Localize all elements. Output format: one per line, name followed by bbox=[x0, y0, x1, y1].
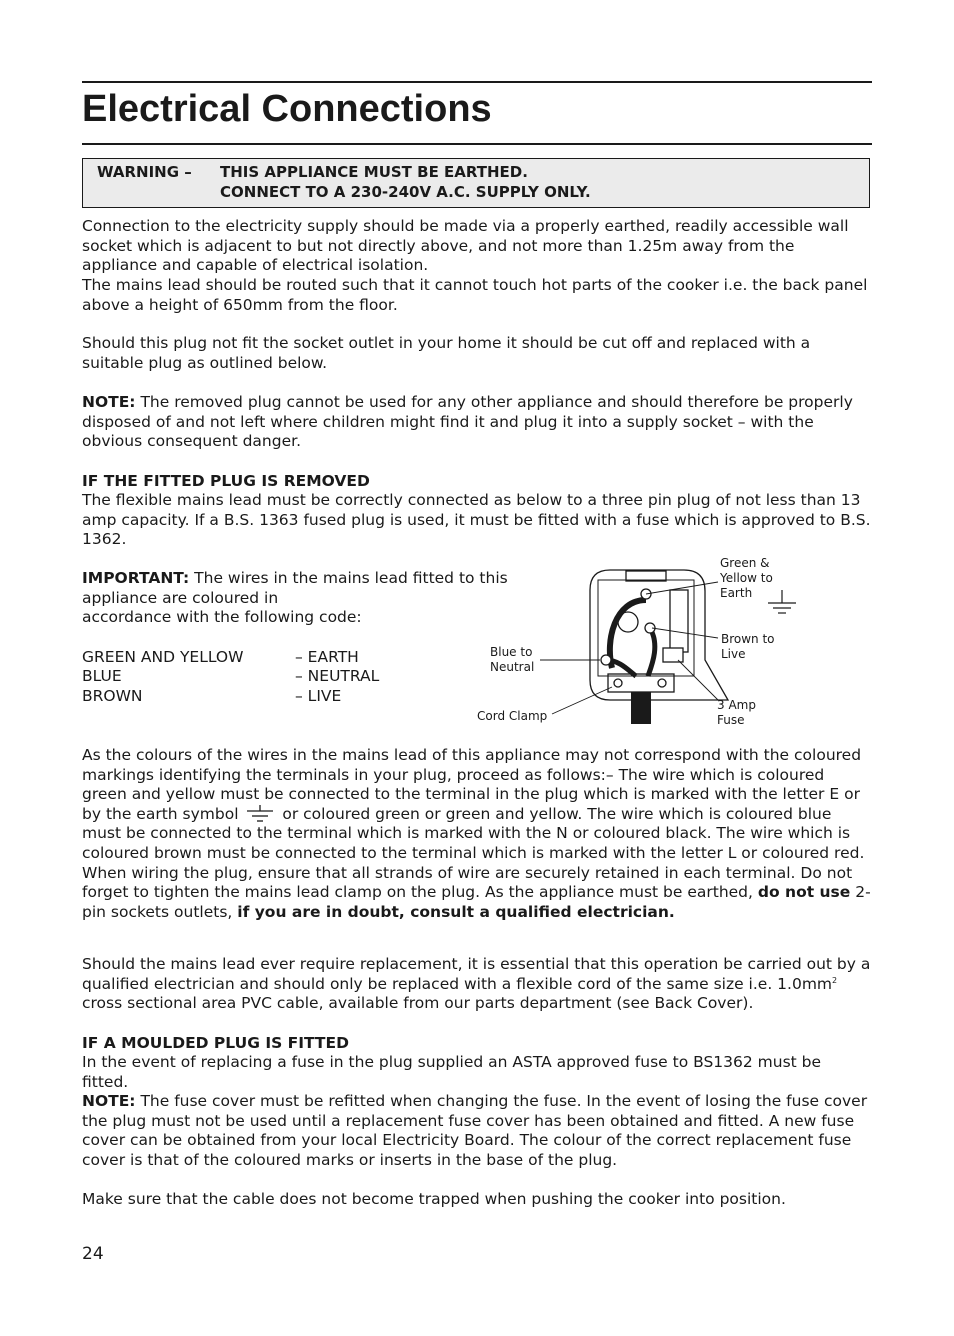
warning-label: WARNING – bbox=[97, 163, 192, 181]
note-2-text: The fuse cover must be refitted when changing the fuse. In the event of losing the fuse cover the plug must not be used until a replacement fuse cover has been obtained and fitted. A new fuse cover can be obtained from your local Electricity Board. The colour of the correct replacement fuse cover is that of the coloured marks or inserts in the base of the plug. bbox=[82, 1092, 868, 1169]
page-number: 24 bbox=[82, 1244, 104, 1264]
top-rule bbox=[82, 81, 872, 83]
important-paragraph bbox=[82, 569, 532, 628]
title-rule bbox=[82, 143, 872, 145]
live-wire bbox=[648, 628, 655, 676]
note-text: The removed plug cannot be used for any other appliance and should therefore be properly disposed of and not left where children might find it and plug it into a supply socket – with the obvious consequent danger. bbox=[82, 393, 853, 451]
wire-colour-brown: BROWN bbox=[82, 687, 143, 705]
intro-paragraph-2: The mains lead should be routed such that it cannot touch hot parts of the cooker i.e. the back panel above a height of 650mm from the floor. bbox=[82, 276, 868, 314]
heading-moulded-plug: IF A MOULDED PLUG IS FITTED bbox=[82, 1034, 349, 1052]
label-live: Brown to Live bbox=[721, 632, 775, 661]
fuse-holder bbox=[670, 590, 688, 652]
removed-plug-paragraph: The flexible mains lead must be correctly connected as below to a three pin plug of not less than 13 amp capacity. If a B.S. 1363 fused plug is used, it must be fitted with a fuse which is approved to B.S. 1362. bbox=[82, 491, 871, 549]
intro-paragraph-3: Should this plug not fit the socket outlet in your home it should be cut off and replaced with a suitable plug as outlined below. bbox=[82, 334, 811, 372]
label-neutral: Blue to Neutral bbox=[490, 645, 535, 674]
note-removed-plug bbox=[82, 393, 872, 452]
mains-cable bbox=[631, 692, 651, 724]
page-title: Electrical Connections bbox=[82, 88, 492, 130]
warning-line-2: CONNECT TO A 230-240V A.C. SUPPLY ONLY. bbox=[220, 183, 591, 201]
important-label: IMPORTANT: bbox=[82, 569, 190, 587]
colours-text-a: As the colours of the wires in the mains lead of this appliance may not correspond with the coloured markings identifying the terminals in your plug, proceed as follows:– The wire which is coloured green and yellow must be connected to the terminal in the plug which is marked with the letter E or by the earth symbol bbox=[82, 746, 862, 823]
intro-paragraph-1: Connection to the electricity supply should be made via a properly earthed, readily accessible wall socket which is adjacent to but not directly above, and not more than 1.25m away from the appliance and capable of electrical isolation. bbox=[82, 217, 849, 275]
wire-colour-blue: BLUE bbox=[82, 667, 122, 685]
neutral-wire bbox=[606, 660, 636, 676]
colours-text-b: or coloured green or green and yellow. The wire which is coloured blue must be connected to the terminal which is marked with the N or coloured black. The wire which is coloured brown must be connected to the terminal which is marked with the letter L or coloured red. When wiring the plug, ensure that all strands of wire are securely retained in each terminal. Do not forget to tighten the mains lead clamp on the plug. As the appliance must be earthed, bbox=[82, 804, 865, 902]
label-earth: Green & Yellow to Earth bbox=[720, 556, 773, 600]
warning-box bbox=[82, 158, 870, 208]
replacement-text-a: Should the mains lead ever require replacement, it is essential that this operation be carried out by a qualified electrician and should only be replaced with a flexible cord of the same size i.e. 1.0mm bbox=[82, 955, 871, 993]
note-label: NOTE: bbox=[82, 393, 136, 411]
plug-body bbox=[590, 570, 728, 700]
colours-paragraph bbox=[82, 746, 872, 922]
replacement-superscript: 2 bbox=[832, 975, 838, 985]
earth-symbol-inline-icon bbox=[243, 805, 277, 823]
colours-bold-2: if you are in doubt, consult a qualified electrician. bbox=[237, 902, 675, 921]
cable-note: Make sure that the cable does not become trapped when pushing the cooker into position. bbox=[82, 1190, 786, 1208]
note-2-label: NOTE: bbox=[82, 1092, 136, 1110]
replacement-paragraph bbox=[82, 955, 872, 1014]
label-cord-clamp: Cord Clamp bbox=[477, 709, 548, 723]
heading-fitted-plug-removed: IF THE FITTED PLUG IS REMOVED bbox=[82, 472, 370, 490]
earth-wire bbox=[610, 600, 646, 668]
important-text-2: accordance with the following code: bbox=[82, 608, 362, 627]
wire-meaning-earth: – EARTH bbox=[295, 648, 359, 666]
wire-meaning-neutral: – NEUTRAL bbox=[295, 667, 380, 685]
note-fuse-cover bbox=[82, 1092, 872, 1170]
wire-colour-green-yellow: GREEN AND YELLOW bbox=[82, 648, 244, 666]
cord-clamp-bar bbox=[608, 674, 674, 692]
warning-line-1: THIS APPLIANCE MUST BE EARTHED. bbox=[220, 163, 528, 181]
label-fuse: 3 Amp Fuse bbox=[717, 698, 756, 727]
important-text: The wires in the mains lead fitted to this appliance are coloured in bbox=[82, 569, 508, 607]
colours-text-c: 2-pin sockets outlets, bbox=[82, 883, 871, 921]
wire-meaning-live: – LIVE bbox=[295, 687, 342, 705]
colours-bold-1: do not use bbox=[757, 883, 851, 902]
replacement-text-b: cross sectional area PVC cable, available from our parts department (see Back Cover). bbox=[82, 994, 754, 1013]
moulded-plug-paragraph: In the event of replacing a fuse in the plug supplied an ASTA approved fuse to BS1362 must be fitted. bbox=[82, 1053, 822, 1091]
